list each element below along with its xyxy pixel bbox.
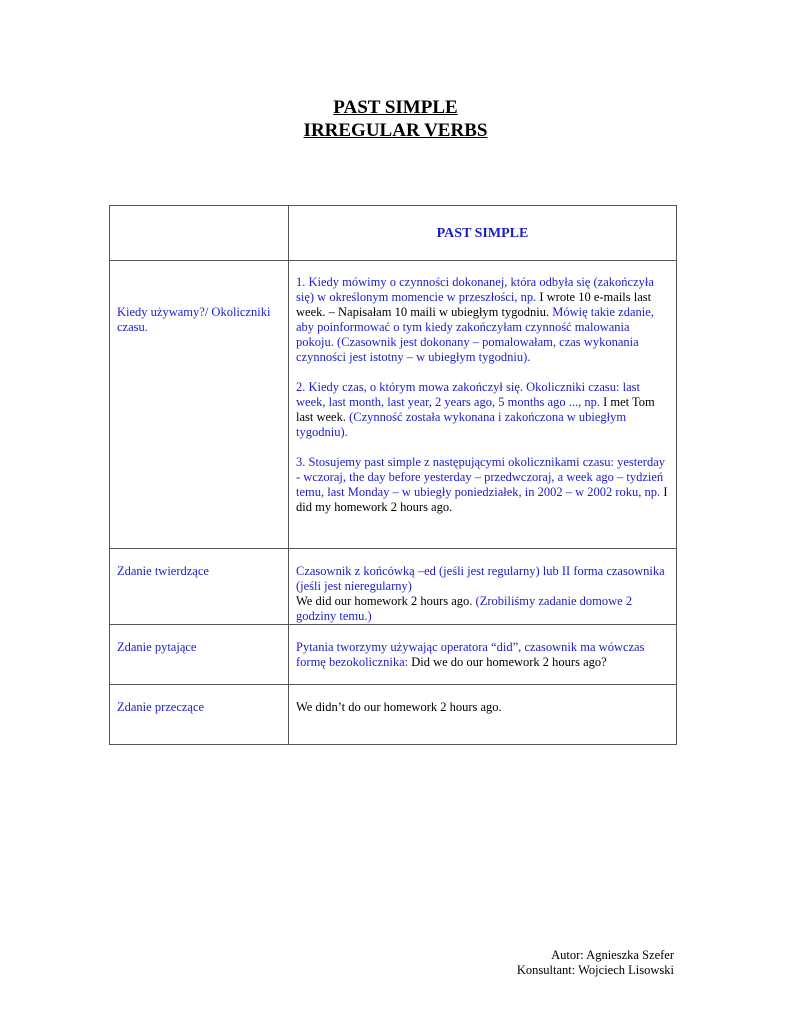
usage-p3-text: 3. Stosujemy past simple z następującymi okolicznikami czasu: yesterday - wczoraj, the day before yesterday – przedwczoraj, a week ago – tydzień temu, last Monday – w ubiegły poniedziałek, in 2002 – w 2002 roku, np. bbox=[296, 455, 666, 499]
negative-row bbox=[110, 685, 677, 745]
usage-row bbox=[110, 261, 677, 549]
negative-example: We didn’t do our homework 2 hours ago. bbox=[289, 685, 677, 745]
footer bbox=[517, 948, 674, 978]
usage-p3-example: I did my homework 2 hours ago. bbox=[296, 485, 668, 514]
author-line: Autor: Agnieszka Szefer bbox=[551, 948, 674, 962]
usage-paragraph-2 bbox=[296, 380, 669, 440]
column-header: PAST SIMPLE bbox=[289, 206, 677, 261]
table-header-row bbox=[110, 206, 677, 261]
page-subtitle: IRREGULAR VERBS bbox=[303, 120, 488, 141]
question-label: Zdanie pytające bbox=[110, 625, 289, 685]
question-example: Did we do our homework 2 hours ago? bbox=[408, 655, 607, 669]
usage-label: Kiedy używamy?/ Okoliczniki czasu. bbox=[110, 261, 289, 549]
usage-p2-text: 2. Kiedy czas, o którym mowa zakończył się. Okoliczniki czasu: last week, last month, last year, 2 years ago, 5 months ago ..., np. bbox=[296, 380, 640, 409]
affirmative-rule: Czasownik z końcówką –ed (jeśli jest regularny) lub II forma czasownika (jeśli jest nieregularny) bbox=[296, 564, 665, 593]
usage-paragraph-1 bbox=[296, 275, 669, 365]
affirmative-example bbox=[296, 594, 669, 624]
question-row bbox=[110, 625, 677, 685]
affirmative-example-text: We did our homework 2 hours ago. bbox=[296, 594, 473, 608]
usage-p1-explanation: Mówię takie zdanie, aby poinformować o tym kiedy zakończyłam czynność malowania pokoju. (Czasownik jest dokonany – pomalowałam, czas wykonania czynności jest istotny – w ubiegłym tygodniu). bbox=[296, 305, 654, 364]
empty-corner-cell bbox=[110, 206, 289, 261]
affirmative-translation: (Zrobiliśmy zadanie domowe 2 godziny temu.) bbox=[296, 594, 633, 623]
usage-p2-example: I met Tom last week. bbox=[296, 395, 655, 424]
page-title: PAST SIMPLE bbox=[333, 97, 458, 118]
grammar-table bbox=[109, 205, 677, 745]
usage-p1-text: 1. Kiedy mówimy o czynności dokonanej, która odbyła się (zakończyła się) w określonym momencie w przeszłości, np. bbox=[296, 275, 654, 304]
consultant-line: Konsultant: Wojciech Lisowski bbox=[516, 963, 674, 977]
usage-paragraph-3 bbox=[296, 455, 669, 515]
question-text bbox=[296, 640, 669, 670]
affirmative-row bbox=[110, 549, 677, 625]
question-content bbox=[289, 625, 677, 685]
affirmative-content bbox=[289, 549, 677, 625]
question-rule: Pytania tworzymy używając operatora “did”, czasownik ma wówczas formę bezokolicznika: bbox=[296, 640, 645, 669]
affirmative-label: Zdanie twierdzące bbox=[110, 549, 289, 625]
usage-p2-explanation: (Czynność została wykonana i zakończona w ubiegłym tygodniu). bbox=[296, 410, 627, 439]
usage-p1-example: I wrote 10 e-mails last week. – Napisałam 10 maili w ubiegłym tygodniu. bbox=[296, 290, 652, 319]
negative-label: Zdanie przeczące bbox=[110, 685, 289, 745]
usage-content bbox=[289, 261, 677, 549]
